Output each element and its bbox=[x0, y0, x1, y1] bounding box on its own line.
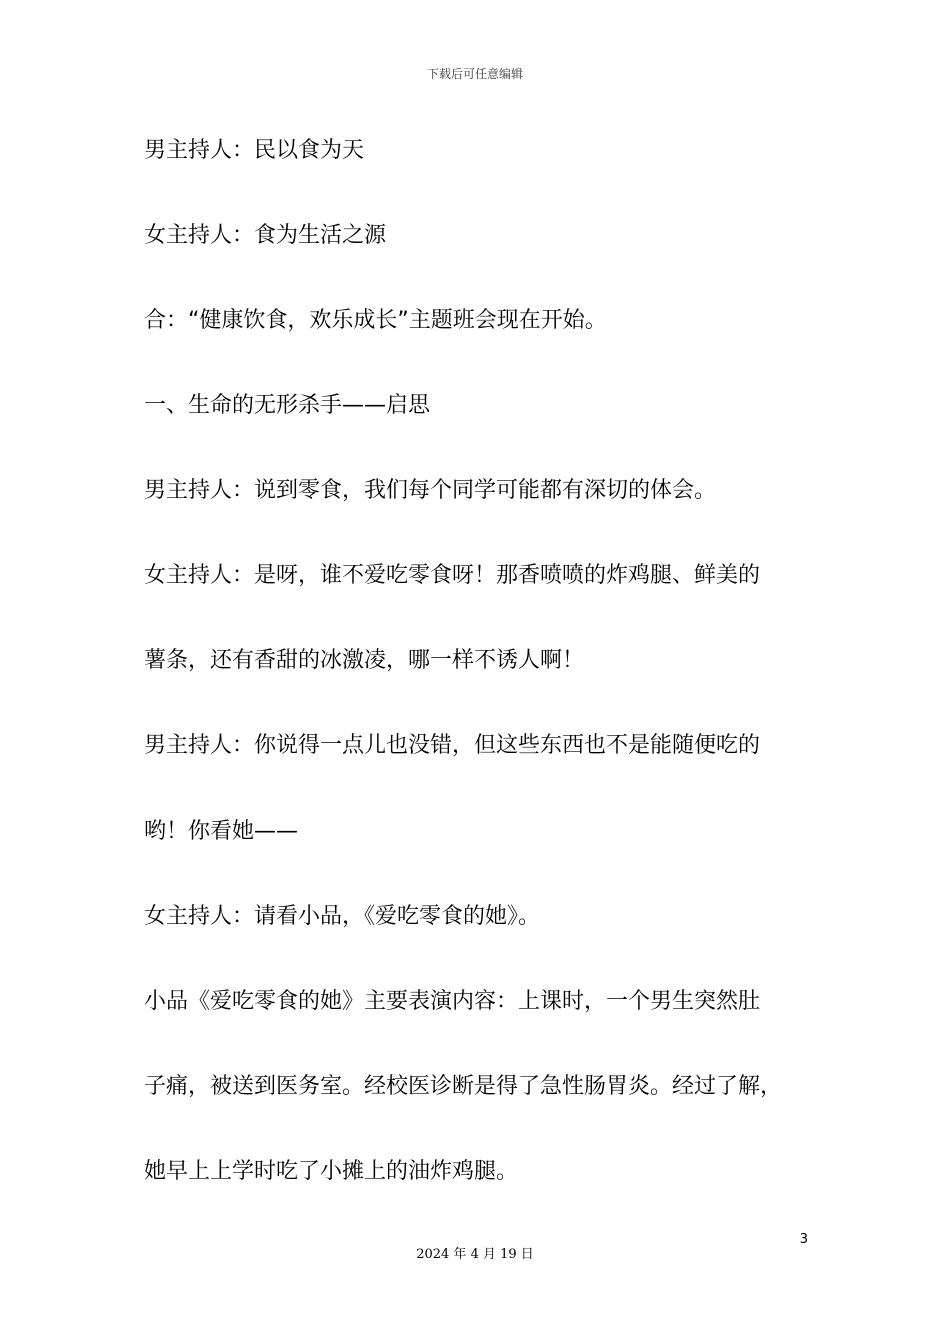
paragraph-line: 子痛，被送到医务室。经校医诊断是得了急性肠胃炎。经过了解， bbox=[144, 1074, 783, 1099]
paragraph-line: 合：“健康饮食，欢乐成长”主题班会现在开始。 bbox=[144, 308, 607, 333]
paragraph-line: 男主持人：民以食为天 bbox=[144, 138, 365, 163]
paragraph-line: 小品《爱吃零食的她》主要表演内容：上课时，一个男生突然肚 bbox=[144, 989, 761, 1014]
page-number: 3 bbox=[799, 1232, 808, 1247]
section-heading: 一、生命的无形杀手——启思 bbox=[144, 393, 431, 418]
paragraph-line: 女主持人：食为生活之源 bbox=[144, 223, 387, 248]
page-header: 下载后可任意编辑 bbox=[426, 67, 523, 81]
paragraph-line: 她早上上学时吃了小摊上的油炸鸡腿。 bbox=[144, 1159, 519, 1184]
paragraph-line: 男主持人：你说得一点儿也没错，但这些东西也不是能随便吃的 bbox=[144, 733, 761, 758]
paragraph-line: 女主持人：请看小品，《爱吃零食的她》。 bbox=[144, 904, 541, 929]
paragraph-line: 薯条，还有香甜的冰激凌，哪一样不诱人啊！ bbox=[144, 648, 585, 673]
paragraph-line: 哟！你看她—— bbox=[144, 819, 299, 844]
paragraph-line: 男主持人：说到零食，我们每个同学可能都有深切的体会。 bbox=[144, 478, 717, 503]
paragraph-line: 女主持人：是呀，谁不爱吃零食呀！那香喷喷的炸鸡腿、鲜美的 bbox=[144, 563, 761, 588]
page-date: 2024 年 4 月 19 日 bbox=[416, 1247, 534, 1262]
